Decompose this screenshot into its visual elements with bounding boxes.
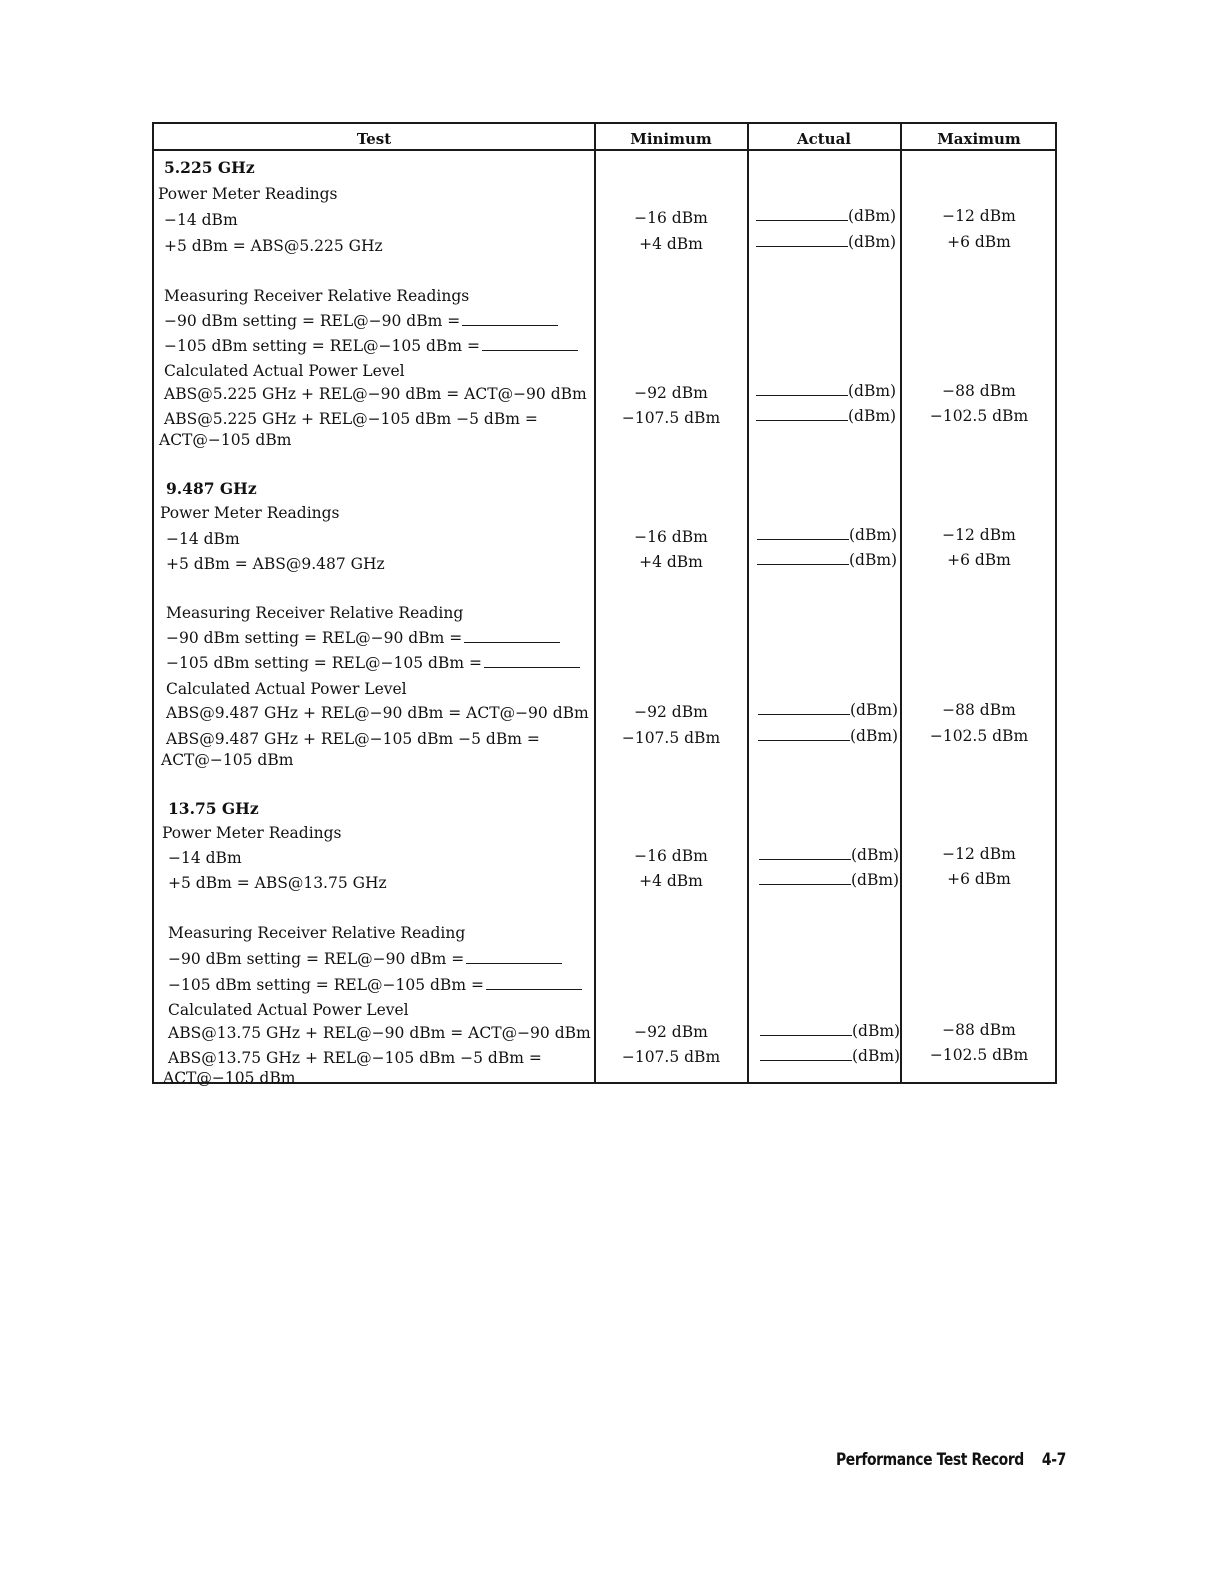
frequency-heading: 9.487 GHz bbox=[166, 479, 257, 498]
actual-unit: (dBm) bbox=[848, 207, 897, 225]
test-label: ABS@9.487 GHz + REL@−90 dBm = ACT@−90 dBm bbox=[166, 704, 589, 722]
header-actual: Actual bbox=[796, 130, 852, 148]
rel-105-blank[interactable] bbox=[484, 655, 580, 668]
frequency-heading: 5.225 GHz bbox=[164, 158, 255, 177]
test-label: +5 dBm = ABS@5.225 GHz bbox=[164, 237, 383, 255]
maximum-value: −12 dBm bbox=[942, 845, 1016, 863]
actual-blank[interactable] bbox=[756, 208, 848, 221]
test-label-line2: ACT@−105 dBm bbox=[159, 431, 292, 449]
test-label: −14 dBm bbox=[166, 530, 240, 548]
header-maximum: Maximum bbox=[937, 130, 1021, 148]
test-label: −14 dBm bbox=[168, 849, 242, 867]
rel-90-label: −90 dBm setting = REL@−90 dBm = bbox=[166, 629, 463, 647]
rel-90-label: −90 dBm setting = REL@−90 dBm = bbox=[164, 312, 461, 330]
rel-90-blank[interactable] bbox=[464, 630, 560, 643]
rel-90-entry bbox=[166, 629, 560, 647]
calc-heading: Calculated Actual Power Level bbox=[166, 680, 407, 698]
minimum-value: −92 dBm bbox=[634, 384, 708, 402]
actual-unit: (dBm) bbox=[851, 871, 900, 889]
minimum-value: −107.5 dBm bbox=[621, 409, 721, 427]
actual-entry[interactable] bbox=[757, 551, 897, 569]
power-meter-heading: Power Meter Readings bbox=[162, 824, 342, 842]
test-label: −14 dBm bbox=[164, 211, 238, 229]
header-minimum: Minimum bbox=[630, 130, 712, 148]
column-divider bbox=[594, 124, 596, 1082]
maximum-value: −12 dBm bbox=[942, 526, 1016, 544]
maximum-value: −88 dBm bbox=[942, 382, 1016, 400]
power-meter-heading: Power Meter Readings bbox=[160, 504, 340, 522]
receiver-heading: Measuring Receiver Relative Reading bbox=[168, 924, 466, 942]
actual-unit: (dBm) bbox=[848, 407, 897, 425]
actual-entry[interactable] bbox=[756, 382, 896, 400]
test-label: ABS@9.487 GHz + REL@−105 dBm −5 dBm = bbox=[166, 730, 540, 748]
maximum-value: −102.5 dBm bbox=[929, 407, 1029, 425]
actual-entry[interactable] bbox=[760, 1022, 900, 1040]
maximum-value: −88 dBm bbox=[942, 1021, 1016, 1039]
column-divider bbox=[900, 124, 902, 1082]
rel-105-blank[interactable] bbox=[486, 977, 582, 990]
actual-blank[interactable] bbox=[757, 527, 849, 540]
minimum-value: +4 dBm bbox=[639, 235, 703, 253]
actual-unit: (dBm) bbox=[851, 846, 900, 864]
maximum-value: −102.5 dBm bbox=[929, 1046, 1029, 1064]
rel-105-label: −105 dBm setting = REL@−105 dBm = bbox=[166, 654, 482, 672]
calc-heading: Calculated Actual Power Level bbox=[168, 1001, 409, 1019]
minimum-value: −16 dBm bbox=[634, 209, 708, 227]
actual-unit: (dBm) bbox=[849, 526, 898, 544]
actual-blank[interactable] bbox=[756, 383, 848, 396]
actual-unit: (dBm) bbox=[852, 1022, 901, 1040]
minimum-value: −92 dBm bbox=[634, 703, 708, 721]
rel-90-entry bbox=[164, 312, 558, 330]
rel-90-label: −90 dBm setting = REL@−90 dBm = bbox=[168, 950, 465, 968]
actual-entry[interactable] bbox=[757, 526, 897, 544]
actual-entry[interactable] bbox=[758, 727, 898, 745]
header-test: Test bbox=[356, 130, 392, 148]
rel-90-entry bbox=[168, 950, 562, 968]
test-label: ABS@13.75 GHz + REL@−105 dBm −5 dBm = bbox=[168, 1049, 542, 1067]
maximum-value: −88 dBm bbox=[942, 701, 1016, 719]
rel-90-blank[interactable] bbox=[466, 951, 562, 964]
minimum-value: −107.5 dBm bbox=[621, 1048, 721, 1066]
test-label: ABS@5.225 GHz + REL@−105 dBm −5 dBm = bbox=[164, 410, 538, 428]
test-label: +5 dBm = ABS@13.75 GHz bbox=[168, 874, 387, 892]
frequency-heading: 13.75 GHz bbox=[168, 799, 259, 818]
minimum-value: +4 dBm bbox=[639, 553, 703, 571]
test-label-line2: ACT@−105 dBm bbox=[161, 751, 294, 769]
maximum-value: −102.5 dBm bbox=[929, 727, 1029, 745]
rel-105-entry bbox=[168, 976, 582, 994]
minimum-value: +4 dBm bbox=[639, 872, 703, 890]
rel-105-entry bbox=[164, 337, 578, 355]
maximum-value: +6 dBm bbox=[947, 870, 1011, 888]
actual-unit: (dBm) bbox=[850, 727, 899, 745]
actual-blank[interactable] bbox=[756, 408, 848, 421]
power-meter-heading: Power Meter Readings bbox=[158, 185, 338, 203]
actual-blank[interactable] bbox=[760, 1048, 852, 1061]
calc-heading: Calculated Actual Power Level bbox=[164, 362, 405, 380]
actual-unit: (dBm) bbox=[850, 701, 899, 719]
minimum-value: −16 dBm bbox=[634, 528, 708, 546]
maximum-value: −12 dBm bbox=[942, 207, 1016, 225]
actual-entry[interactable] bbox=[759, 871, 899, 889]
column-divider bbox=[747, 124, 749, 1082]
actual-unit: (dBm) bbox=[852, 1047, 901, 1065]
receiver-heading: Measuring Receiver Relative Readings bbox=[164, 287, 470, 305]
actual-blank[interactable] bbox=[759, 872, 851, 885]
actual-blank[interactable] bbox=[758, 728, 850, 741]
test-label-line2: ACT@−105 dBm bbox=[163, 1069, 296, 1087]
actual-entry[interactable] bbox=[756, 233, 896, 251]
rel-105-entry bbox=[166, 654, 580, 672]
maximum-value: +6 dBm bbox=[947, 233, 1011, 251]
receiver-heading: Measuring Receiver Relative Reading bbox=[166, 604, 464, 622]
actual-blank[interactable] bbox=[756, 234, 848, 247]
actual-unit: (dBm) bbox=[848, 233, 897, 251]
page-footer bbox=[836, 1450, 1066, 1470]
test-label: ABS@5.225 GHz + REL@−90 dBm = ACT@−90 dBm bbox=[164, 385, 587, 403]
actual-unit: (dBm) bbox=[849, 551, 898, 569]
actual-blank[interactable] bbox=[757, 552, 849, 565]
actual-entry[interactable] bbox=[756, 207, 896, 225]
performance-test-table bbox=[152, 122, 1057, 1087]
actual-unit: (dBm) bbox=[848, 382, 897, 400]
minimum-value: −92 dBm bbox=[634, 1023, 708, 1041]
test-label: +5 dBm = ABS@9.487 GHz bbox=[166, 555, 385, 573]
minimum-value: −107.5 dBm bbox=[621, 729, 721, 747]
maximum-value: +6 dBm bbox=[947, 551, 1011, 569]
rel-105-label: −105 dBm setting = REL@−105 dBm = bbox=[168, 976, 484, 994]
rel-105-blank[interactable] bbox=[482, 338, 578, 351]
page-number: 4-7 bbox=[1041, 1450, 1066, 1470]
rel-105-label: −105 dBm setting = REL@−105 dBm = bbox=[164, 337, 480, 355]
actual-entry[interactable] bbox=[759, 846, 899, 864]
actual-entry[interactable] bbox=[758, 701, 898, 719]
minimum-value: −16 dBm bbox=[634, 847, 708, 865]
test-label: ABS@13.75 GHz + REL@−90 dBm = ACT@−90 dBm bbox=[168, 1024, 591, 1042]
actual-blank[interactable] bbox=[759, 847, 851, 860]
actual-blank[interactable] bbox=[758, 702, 850, 715]
footer-title: Performance Test Record bbox=[836, 1450, 1024, 1470]
actual-entry[interactable] bbox=[760, 1047, 900, 1065]
rel-90-blank[interactable] bbox=[462, 313, 558, 326]
actual-entry[interactable] bbox=[756, 407, 896, 425]
actual-blank[interactable] bbox=[760, 1023, 852, 1036]
